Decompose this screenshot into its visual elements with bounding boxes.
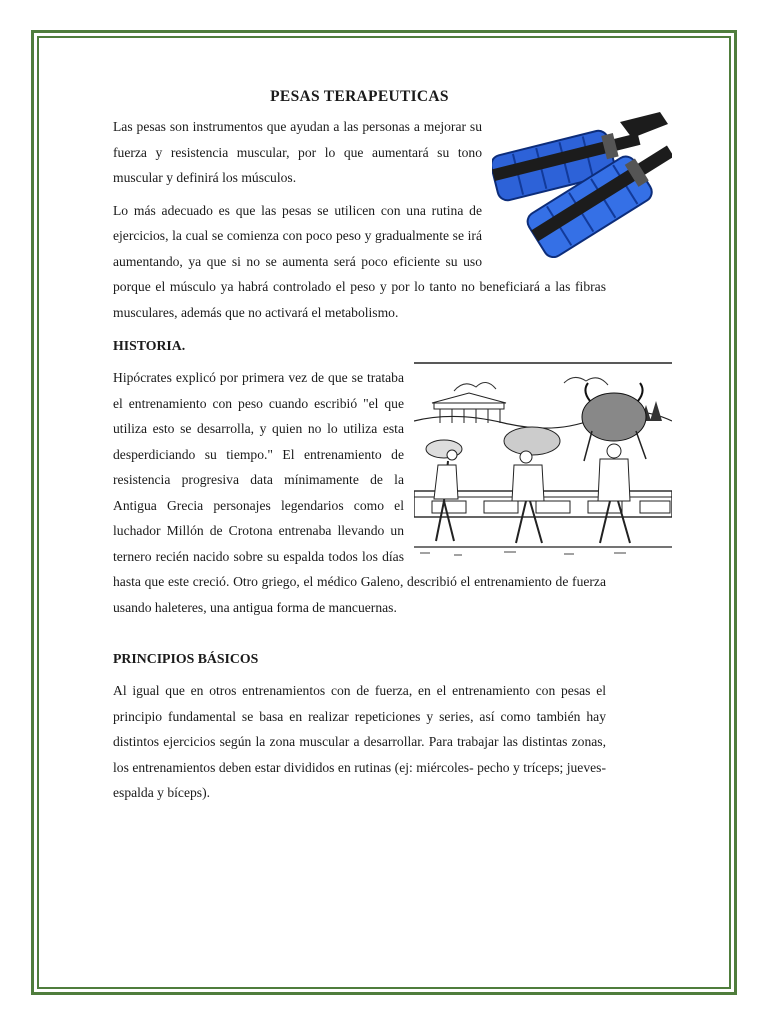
- history-illustration: [414, 361, 672, 561]
- historia-paragraph: Hipócrates explicó por primera vez de que se trataba el entrenamiento con peso cuando escribió "el que utiliza esto se desarrolla, y quien no lo utiliza esta desperdiciando su tiempo." El entrenamiento de resistencia progresiva data mínimamente de la Antigua Grecia personajes legendarios como el luchador Millón de Crotona entrenaba llevando un ternero recién nacido sobre su espalda todos los días hasta que este creció. Otro griego, el médico Galeno, describió el entrenamiento de fuerza usando haleteres, una antigua forma de mancuernas.: [113, 370, 606, 615]
- intro-paragraph-2: Lo más adecuado es que las pesas se utilicen con una rutina de ejercicios, la cual se comienza con poco peso y gradualmente se irá aumentando, ya que si no se aumenta será poco eficiente su uso porque el músculo ya habrá controlado el peso y por lo tanto no beneficiará a las fibras musculares, además que no activará el metabolismo.: [113, 202, 606, 320]
- historia-heading: HISTORIA.: [113, 338, 186, 353]
- document-title: PESAS TERAPEUTICAS: [270, 88, 449, 105]
- principios-paragraph: Al igual que en otros entrenamientos con de fuerza, en el entrenamiento con pesas el principio fundamental se basa en realizar repeticiones y series, así como también hay distintos ejercicios según la zona muscular a desarrollar. Para trabajar las distintas zonas, los entrenamientos deben estar divididos en rutinas (ej: miércoles- pecho y tríceps; jueves-espalda y bíceps).: [113, 683, 606, 800]
- document-body: [113, 86, 606, 813]
- principios-heading: PRINCIPIOS BÁSICOS: [113, 651, 259, 666]
- ankle-weights-image: [492, 108, 672, 258]
- ancient-greek-men-carrying-calves-illustration: [414, 361, 672, 561]
- intro-paragraph-1: Las pesas son instrumentos que ayudan a las personas a mejorar su fuerza y resistencia muscular, por lo que aumentará su tono muscular y definirá los músculos.: [113, 119, 482, 185]
- ankle-weights-picture: [492, 108, 672, 258]
